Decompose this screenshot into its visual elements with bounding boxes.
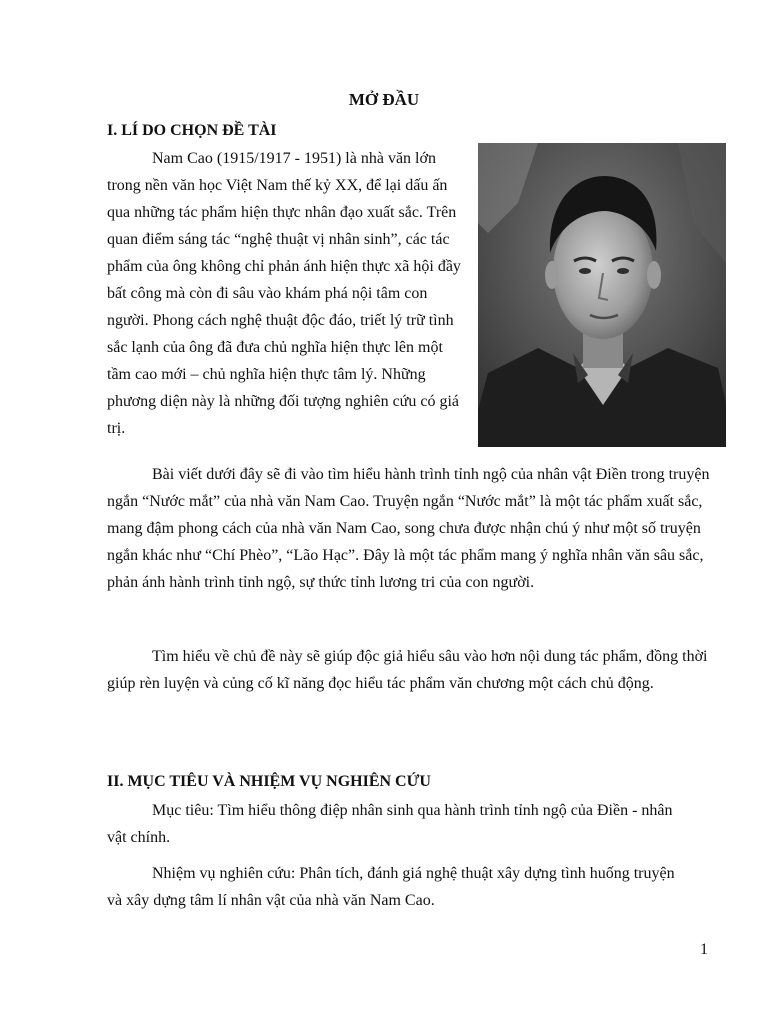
- paragraph-4: Mục tiêu: Tìm hiểu thông điệp nhân sinh qua hành trình tỉnh ngộ của Điền - nhân vật chính.: [107, 802, 673, 846]
- section-heading-1: I. LÍ DO CHỌN ĐỀ TÀI: [107, 122, 277, 139]
- paragraph-3: Tìm hiểu về chủ đề này sẽ giúp độc giả hiểu sâu vào hơn nội dung tác phẩm, đồng thời giúp rèn luyện và củng cố kĩ năng đọc hiểu tác phẩm văn chương một cách chủ động.: [107, 648, 708, 692]
- paragraph-1: Nam Cao (1915/1917 - 1951) là nhà văn lớn trong nền văn học Việt Nam thế kỷ XX, để lại dấu ấn qua những tác phẩm hiện thực nhân đạo xuất sắc. Trên quan điểm sáng tác “nghệ thuật vị nhân sinh”, các tác phẩm của ông không chỉ phản ánh hiện thực xã hội đầy bất công mà còn đi sâu vào khám phá nội tâm con người. Phong cách nghệ thuật độc đáo, triết lý trữ tình sắc lạnh của ông đã đưa chủ nghĩa hiện thực lên một tầm cao mới – chủ nghĩa hiện thực tâm lý. Những phương diện này là những đối tượng nghiên cứu có giá trị.: [107, 150, 461, 437]
- section-heading-2: II. MỤC TIÊU VÀ NHIỆM VỤ NGHIÊN CỨU: [107, 773, 431, 790]
- document-title: MỞ ĐẦU: [348, 90, 420, 109]
- author-portrait-photo: [478, 143, 726, 447]
- paragraph-2: Bài viết dưới đây sẽ đi vào tìm hiểu hành trình tỉnh ngộ của nhân vật Điền trong truyện ngắn “Nước mắt” của nhà văn Nam Cao. Truyện ngắn “Nước mắt” là một tác phẩm xuất sắc, mang đậm phong cách của nhà văn Nam Cao, song chưa được nhận chú ý như một số truyện ngắn khác như “Chí Phèo”, “Lão Hạc”. Đây là một tác phẩm mang ý nghĩa nhân văn sâu sắc, phản ánh hành trình tỉnh ngộ, sự thức tỉnh lương tri của con người.: [107, 466, 710, 591]
- paragraph-5: Nhiệm vụ nghiên cứu: Phân tích, đánh giá nghệ thuật xây dựng tình huống truyện và xây dựng tâm lí nhân vật của nhà văn Nam Cao.: [107, 865, 675, 909]
- page-number: 1: [700, 941, 708, 958]
